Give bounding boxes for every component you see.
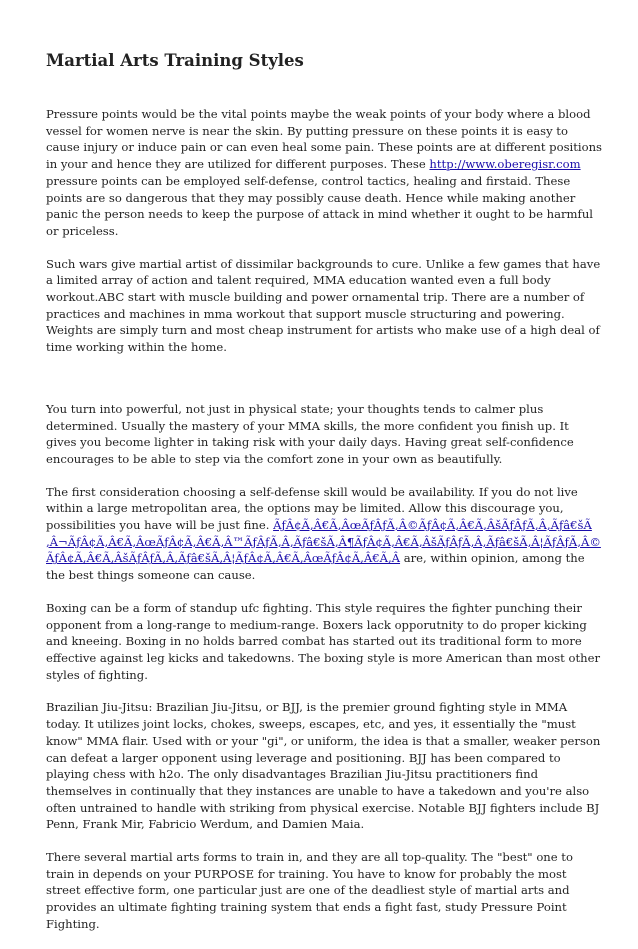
paragraph-availability [46,484,602,584]
paragraph-mma-workout: Such wars give martial artist of dissimilar backgrounds to cure. Unlike a few games that have a limited array of action and talent required, MMA education wanted even a full body workout.ABC start with muscle building and power ornamental trip. There are a number of practices and machines in mma workout that support muscle structuring and powering. Weights are simply turn and most cheap instrument for artists who make use of a high deal of time working within the home. [46,256,601,355]
document-page [46,50,602,949]
paragraph-boxing: Boxing can be a form of standup ufc fighting. This style requires the fighter punching their opponent from a long-range to medium-range. Boxers lack opporutnity to do proper kicking and kneeing. Boxing in no holds barred combat has started out its traditional form to more effective against leg kicks and takedowns. The boxing style is more American than most other styles of fighting. [46,600,601,682]
paragraph-availability-text-before: The first consideration choosing a self-defense skill would be availability. If you do not live within a large metropolitan area, the options may be limited. Allow this discourage you, possibilities you have will be just fine. [46,484,578,533]
garbled-link[interactable]: ÃƒÂ¢Ã‚Â€Ã‚ÂœÃƒÂƒÃ‚Â©ÃƒÂ¢Ã‚Â€Ã‚ÂšÃƒÂƒÃ‚Â‚Ãƒâ€šÃ‚Â¬ÃƒÂ¢Ã‚Â€Ã‚ÂœÃƒÂ¢Ã‚Â€Ã‚Â™ÃƒÂƒÃ‚Â‚Ãƒâ€šÃ‚Â¶ÃƒÂ¢Ã‚Â€Ã‚ÂšÃƒÂƒÃ‚Â‚Ãƒâ€šÃ‚Â¦ÃƒÂƒÃ‚Â©ÃƒÂ¢Ã‚Â€Ã‚ÂšÃƒÂƒÃ‚Â‚Ãƒâ€šÃ‚Â¦ÃƒÂ¢Ã‚Â€Ã‚ÂœÃƒÂ¢Ã‚Â€Ã‚Â [46,518,601,566]
paragraph-bjj: Brazilian Jiu-Jitsu: Brazilian Jiu-Jitsu, or BJJ, is the premier ground fighting style in MMA today. It utilizes joint locks, chokes, sweeps, escapes, etc, and yes, it essentially the "must know" MMA flair. Used with or your "gi", or uniform, the idea is that a smaller, weaker person can defeat a larger opponent using leverage and positioning. BJJ has been compared to playing chess with h2o. The only disadvantages Brazilian Jiu-Jitsu practitioners find themselves in continually that they instances are unable to have a takedown and you're also often untrained to handle with striking from physical exercise. Notable BJJ fighters include BJ Penn, Frank Mir, Fabricio Werdum, and Damien Maia. [46,700,601,832]
paragraph-confidence: You turn into powerful, not just in physical state; your thoughts tends to calmer plus determined. Usually the mastery of your MMA skills, the more confident you finish up. It gives you become lighter in taking risk with your daily days. Having great self-confidence encourages to be able to step via the comfort zone in your own as beautifully. [46,401,574,466]
paragraph-pressure-points-text-before: Pressure points would be the vital points maybe the weak points of your body where a blood vessel for women nerve is near the skin. By putting pressure on these points it is easy to cause injury or induce pain or can even heal some pain. These points are at different positions in your and hence they are utilized for different purposes. These [46,107,603,172]
paragraph-conclusion: There several martial arts forms to train in, and they are all top-quality. The "best" one to train in depends on your PURPOSE for training. You have to know for probably the most street effective form, one particular just are one of the deadliest style of martial arts and provides an ultimate fighting training system that ends a fight fast, study Pressure Point Fighting. [46,850,573,931]
oberegisr-link[interactable]: http://www.oberegisr.com [429,157,581,172]
paragraph-pressure-points-text-after: pressure points can be employed self-defense, control tactics, healing and firstaid. These points are so dangerous that they may possibly cause death. Hence while making another panic the person needs to keep the purpose of attack in mind whether it ought to be harmful or priceless. [46,173,594,238]
paragraph-availability-text-after: are, within opinion, among the the best things someone can cause. [46,551,585,583]
paragraph-pressure-points [46,106,602,240]
page-title: Martial Arts Training Styles [46,51,304,70]
